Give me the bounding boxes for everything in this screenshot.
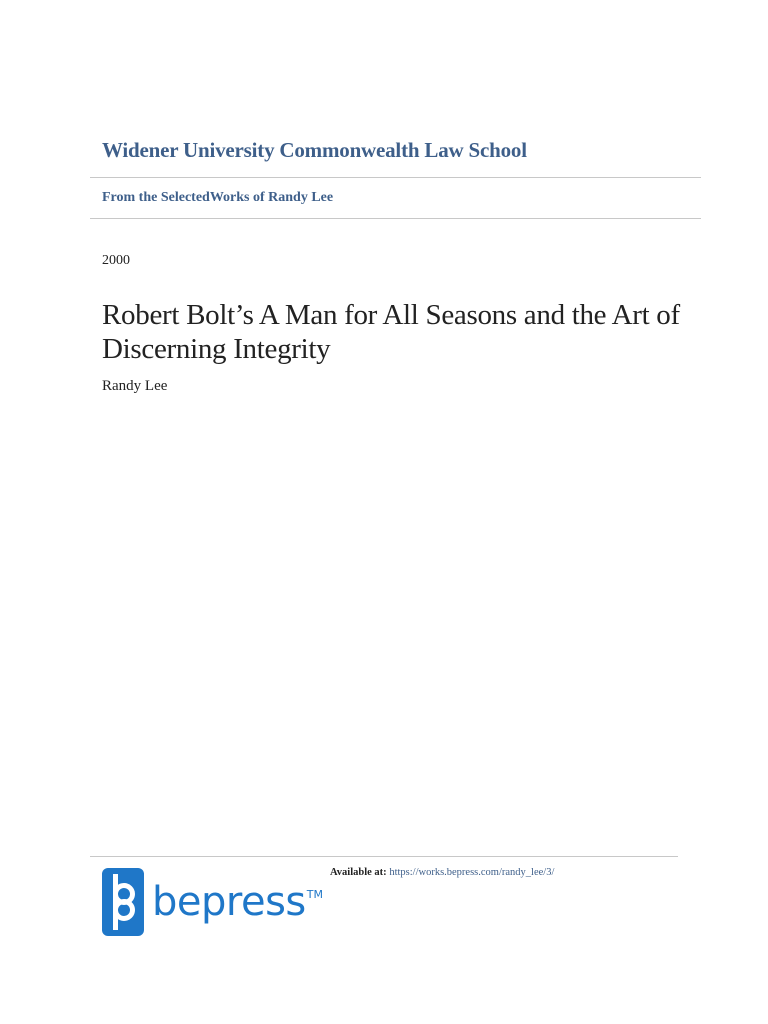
divider-footer: [90, 856, 678, 857]
bepress-logo-icon: [102, 868, 144, 936]
bepress-logo[interactable]: [102, 868, 323, 936]
selectedworks-link[interactable]: From the SelectedWorks of Randy Lee: [102, 190, 334, 205]
available-at: [330, 867, 554, 878]
publication-year: 2000: [102, 253, 130, 268]
divider-middle: [90, 218, 701, 219]
paper-author: Randy Lee: [102, 378, 168, 394]
paper-title: Robert Bolt’s A Man for All Seasons and the Art of Discerning Integrity: [102, 299, 680, 365]
divider-top: [90, 177, 701, 178]
available-label: Available at:: [330, 867, 387, 878]
institution-name[interactable]: Widener University Commonwealth Law School: [102, 138, 527, 162]
bepress-trademark: TM: [306, 888, 323, 901]
available-url-link[interactable]: https://works.bepress.com/randy_lee/3/: [389, 867, 555, 878]
bepress-logo-text: bepress: [152, 879, 306, 925]
